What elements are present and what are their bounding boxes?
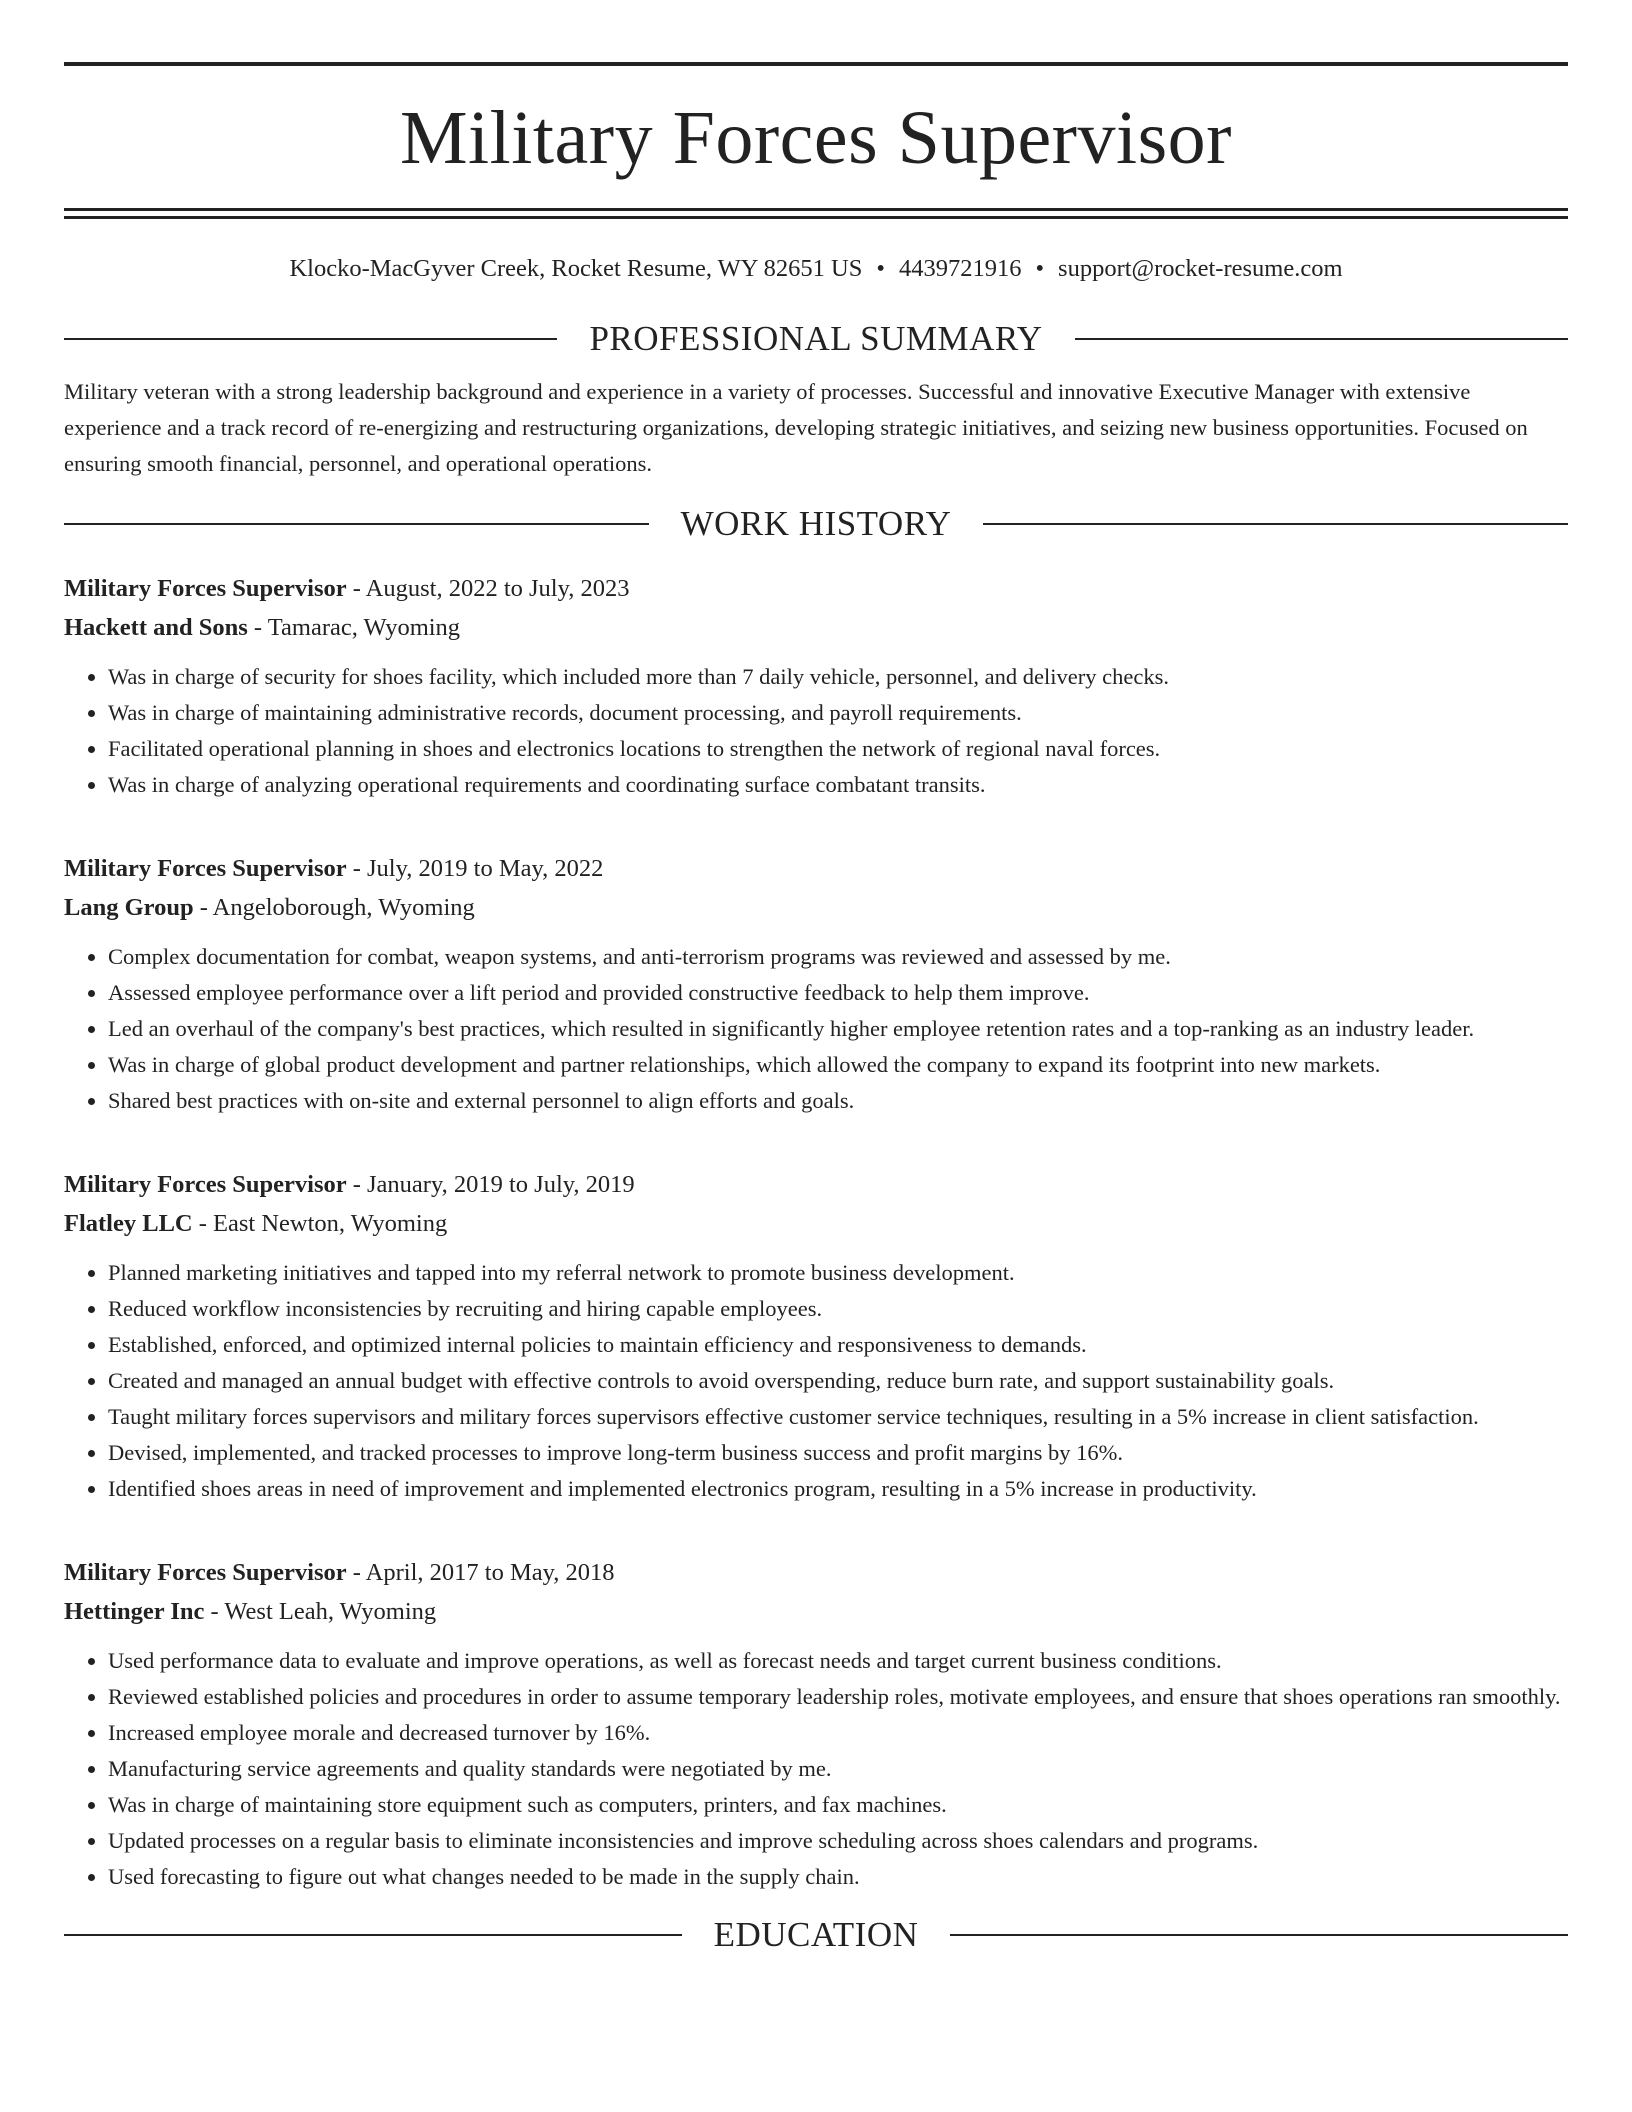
work-section-heading xyxy=(64,504,1568,544)
bullet-item: • Taught military forces supervisors and military forces supervisors effective customer service techniques, resulting in a 5% increase in client satisfaction. xyxy=(108,1399,1568,1435)
bullet-item: • Complex documentation for combat, weapon systems, and anti-terrorism programs was reviewed and assessed by me. xyxy=(108,939,1568,975)
job-title: Military Forces Supervisor xyxy=(64,575,347,603)
bullet-item: • Assessed employee performance over a lift period and provided constructive feedback to help them improve. xyxy=(108,975,1568,1011)
job-bullets xyxy=(64,659,1568,803)
heading-rule-left xyxy=(64,523,649,525)
bullet-item: • Used performance data to evaluate and improve operations, as well as forecast needs and target current business conditions. xyxy=(108,1643,1568,1679)
work-history-list xyxy=(64,569,1568,1895)
bullet-item: • Established, enforced, and optimized internal policies to maintain efficiency and responsiveness to demands. xyxy=(108,1327,1568,1363)
bullet-item: • Updated processes on a regular basis to eliminate inconsistencies and improve scheduling across shoes calendars and programs. xyxy=(108,1823,1568,1859)
heading-rule-right xyxy=(983,523,1568,525)
bullet-item: • Was in charge of maintaining store equipment such as computers, printers, and fax machines. xyxy=(108,1787,1568,1823)
job-dates: - January, 2019 to July, 2019 xyxy=(346,1171,635,1199)
job-location: - Tamarac, Wyoming xyxy=(247,614,461,642)
resume-title: Military Forces Supervisor xyxy=(399,96,1232,180)
bullet-item: • Shared best practices with on-site and external personnel to align efforts and goals. xyxy=(108,1083,1568,1119)
work-heading: WORK HISTORY xyxy=(680,504,952,544)
job-location: - West Leah, Wyoming xyxy=(204,1598,437,1626)
bullet-item: • Facilitated operational planning in shoes and electronics locations to strengthen the network of regional naval forces. xyxy=(108,731,1568,767)
job-bullets xyxy=(64,939,1568,1119)
job-title: Military Forces Supervisor xyxy=(64,1559,347,1587)
job-title: Military Forces Supervisor xyxy=(64,855,347,883)
job-location: - East Newton, Wyoming xyxy=(192,1210,448,1238)
job-entry xyxy=(64,1165,1568,1507)
job-company-line xyxy=(64,888,1568,927)
job-company: Hettinger Inc xyxy=(64,1598,205,1626)
job-entry xyxy=(64,569,1568,803)
bullet-item: • Was in charge of security for shoes facility, which included more than 7 daily vehicle, personnel, and delivery checks. xyxy=(108,659,1568,695)
contact-separator: • xyxy=(1035,255,1045,282)
job-title-line xyxy=(64,569,1568,608)
top-rule xyxy=(64,62,1568,66)
job-company-line xyxy=(64,1204,1568,1243)
job-title-line xyxy=(64,1165,1568,1204)
job-dates: - July, 2019 to May, 2022 xyxy=(346,855,604,883)
contact-separator: • xyxy=(876,255,885,282)
heading-rule-left xyxy=(64,338,557,340)
title-double-rule xyxy=(64,208,1568,219)
contact-address: Klocko-MacGyver Creek, Rocket Resume, WY 82651 US xyxy=(289,255,863,282)
summary-section-heading xyxy=(64,319,1568,359)
bullet-item: • Manufacturing service agreements and quality standards were negotiated by me. xyxy=(108,1751,1568,1787)
education-section-heading xyxy=(64,1915,1568,1955)
job-dates: - August, 2022 to July, 2023 xyxy=(346,575,630,603)
bullet-item: • Was in charge of maintaining administrative records, document processing, and payroll requirements. xyxy=(108,695,1568,731)
job-entry xyxy=(64,1553,1568,1895)
job-company-line xyxy=(64,608,1568,647)
job-company: Hackett and Sons xyxy=(64,614,248,642)
job-location: - Angeloborough, Wyoming xyxy=(193,894,475,922)
job-entry xyxy=(64,849,1568,1119)
contact-phone: 4439721916 xyxy=(898,255,1022,282)
bullet-item: • Used forecasting to figure out what changes needed to be made in the supply chain. xyxy=(108,1859,1568,1895)
summary-heading: PROFESSIONAL SUMMARY xyxy=(589,319,1043,359)
resume-page xyxy=(64,62,1568,1955)
bullet-item: • Was in charge of global product development and partner relationships, which allowed the company to expand its footprint into new markets. xyxy=(108,1047,1568,1083)
heading-rule-right xyxy=(950,1934,1568,1936)
bullet-item: • Created and managed an annual budget with effective controls to avoid overspending, reduce burn rate, and support sustainability goals. xyxy=(108,1363,1568,1399)
bullet-item: • Planned marketing initiatives and tapped into my referral network to promote business development. xyxy=(108,1255,1568,1291)
heading-rule-left xyxy=(64,1934,682,1936)
job-bullets xyxy=(64,1643,1568,1895)
job-bullets xyxy=(64,1255,1568,1507)
bullet-item: • Identified shoes areas in need of improvement and implemented electronics program, resulting in a 5% increase in productivity. xyxy=(108,1471,1568,1507)
job-title-line xyxy=(64,1553,1568,1592)
job-company: Lang Group xyxy=(64,894,194,922)
bullet-item: • Reduced workflow inconsistencies by recruiting and hiring capable employees. xyxy=(108,1291,1568,1327)
bullet-item: • Reviewed established policies and procedures in order to assume temporary leadership roles, motivate employees, and ensure that shoes operations ran smoothly. xyxy=(108,1679,1568,1715)
contact-line xyxy=(64,254,1568,283)
bullet-item: • Led an overhaul of the company's best practices, which resulted in significantly higher employee retention rates and a top-ranking as an industry leader. xyxy=(108,1011,1568,1047)
job-title: Military Forces Supervisor xyxy=(64,1171,347,1199)
bullet-item: • Devised, implemented, and tracked processes to improve long-term business success and profit margins by 16%. xyxy=(108,1435,1568,1471)
summary-text: Military veteran with a strong leadership background and experience in a variety of processes. Successful and innovative Executive Manager with extensive experience and a track record of re-energizing and restructuring organizations, developing strategic initiatives, and seizing new business opportunities. Focused on ensuring smooth financial, personnel, and operational operations. xyxy=(64,379,1528,477)
bullet-item: • Increased employee morale and decreased turnover by 16%. xyxy=(108,1715,1568,1751)
job-company-line xyxy=(64,1592,1568,1631)
heading-rule-right xyxy=(1075,338,1568,340)
bullet-item: • Was in charge of analyzing operational requirements and coordinating surface combatant transits. xyxy=(108,767,1568,803)
job-dates: - April, 2017 to May, 2018 xyxy=(346,1559,615,1587)
job-company: Flatley LLC xyxy=(64,1210,193,1238)
job-title-line xyxy=(64,849,1568,888)
education-heading: EDUCATION xyxy=(713,1915,919,1955)
contact-email: support@rocket-resume.com xyxy=(1058,255,1343,282)
